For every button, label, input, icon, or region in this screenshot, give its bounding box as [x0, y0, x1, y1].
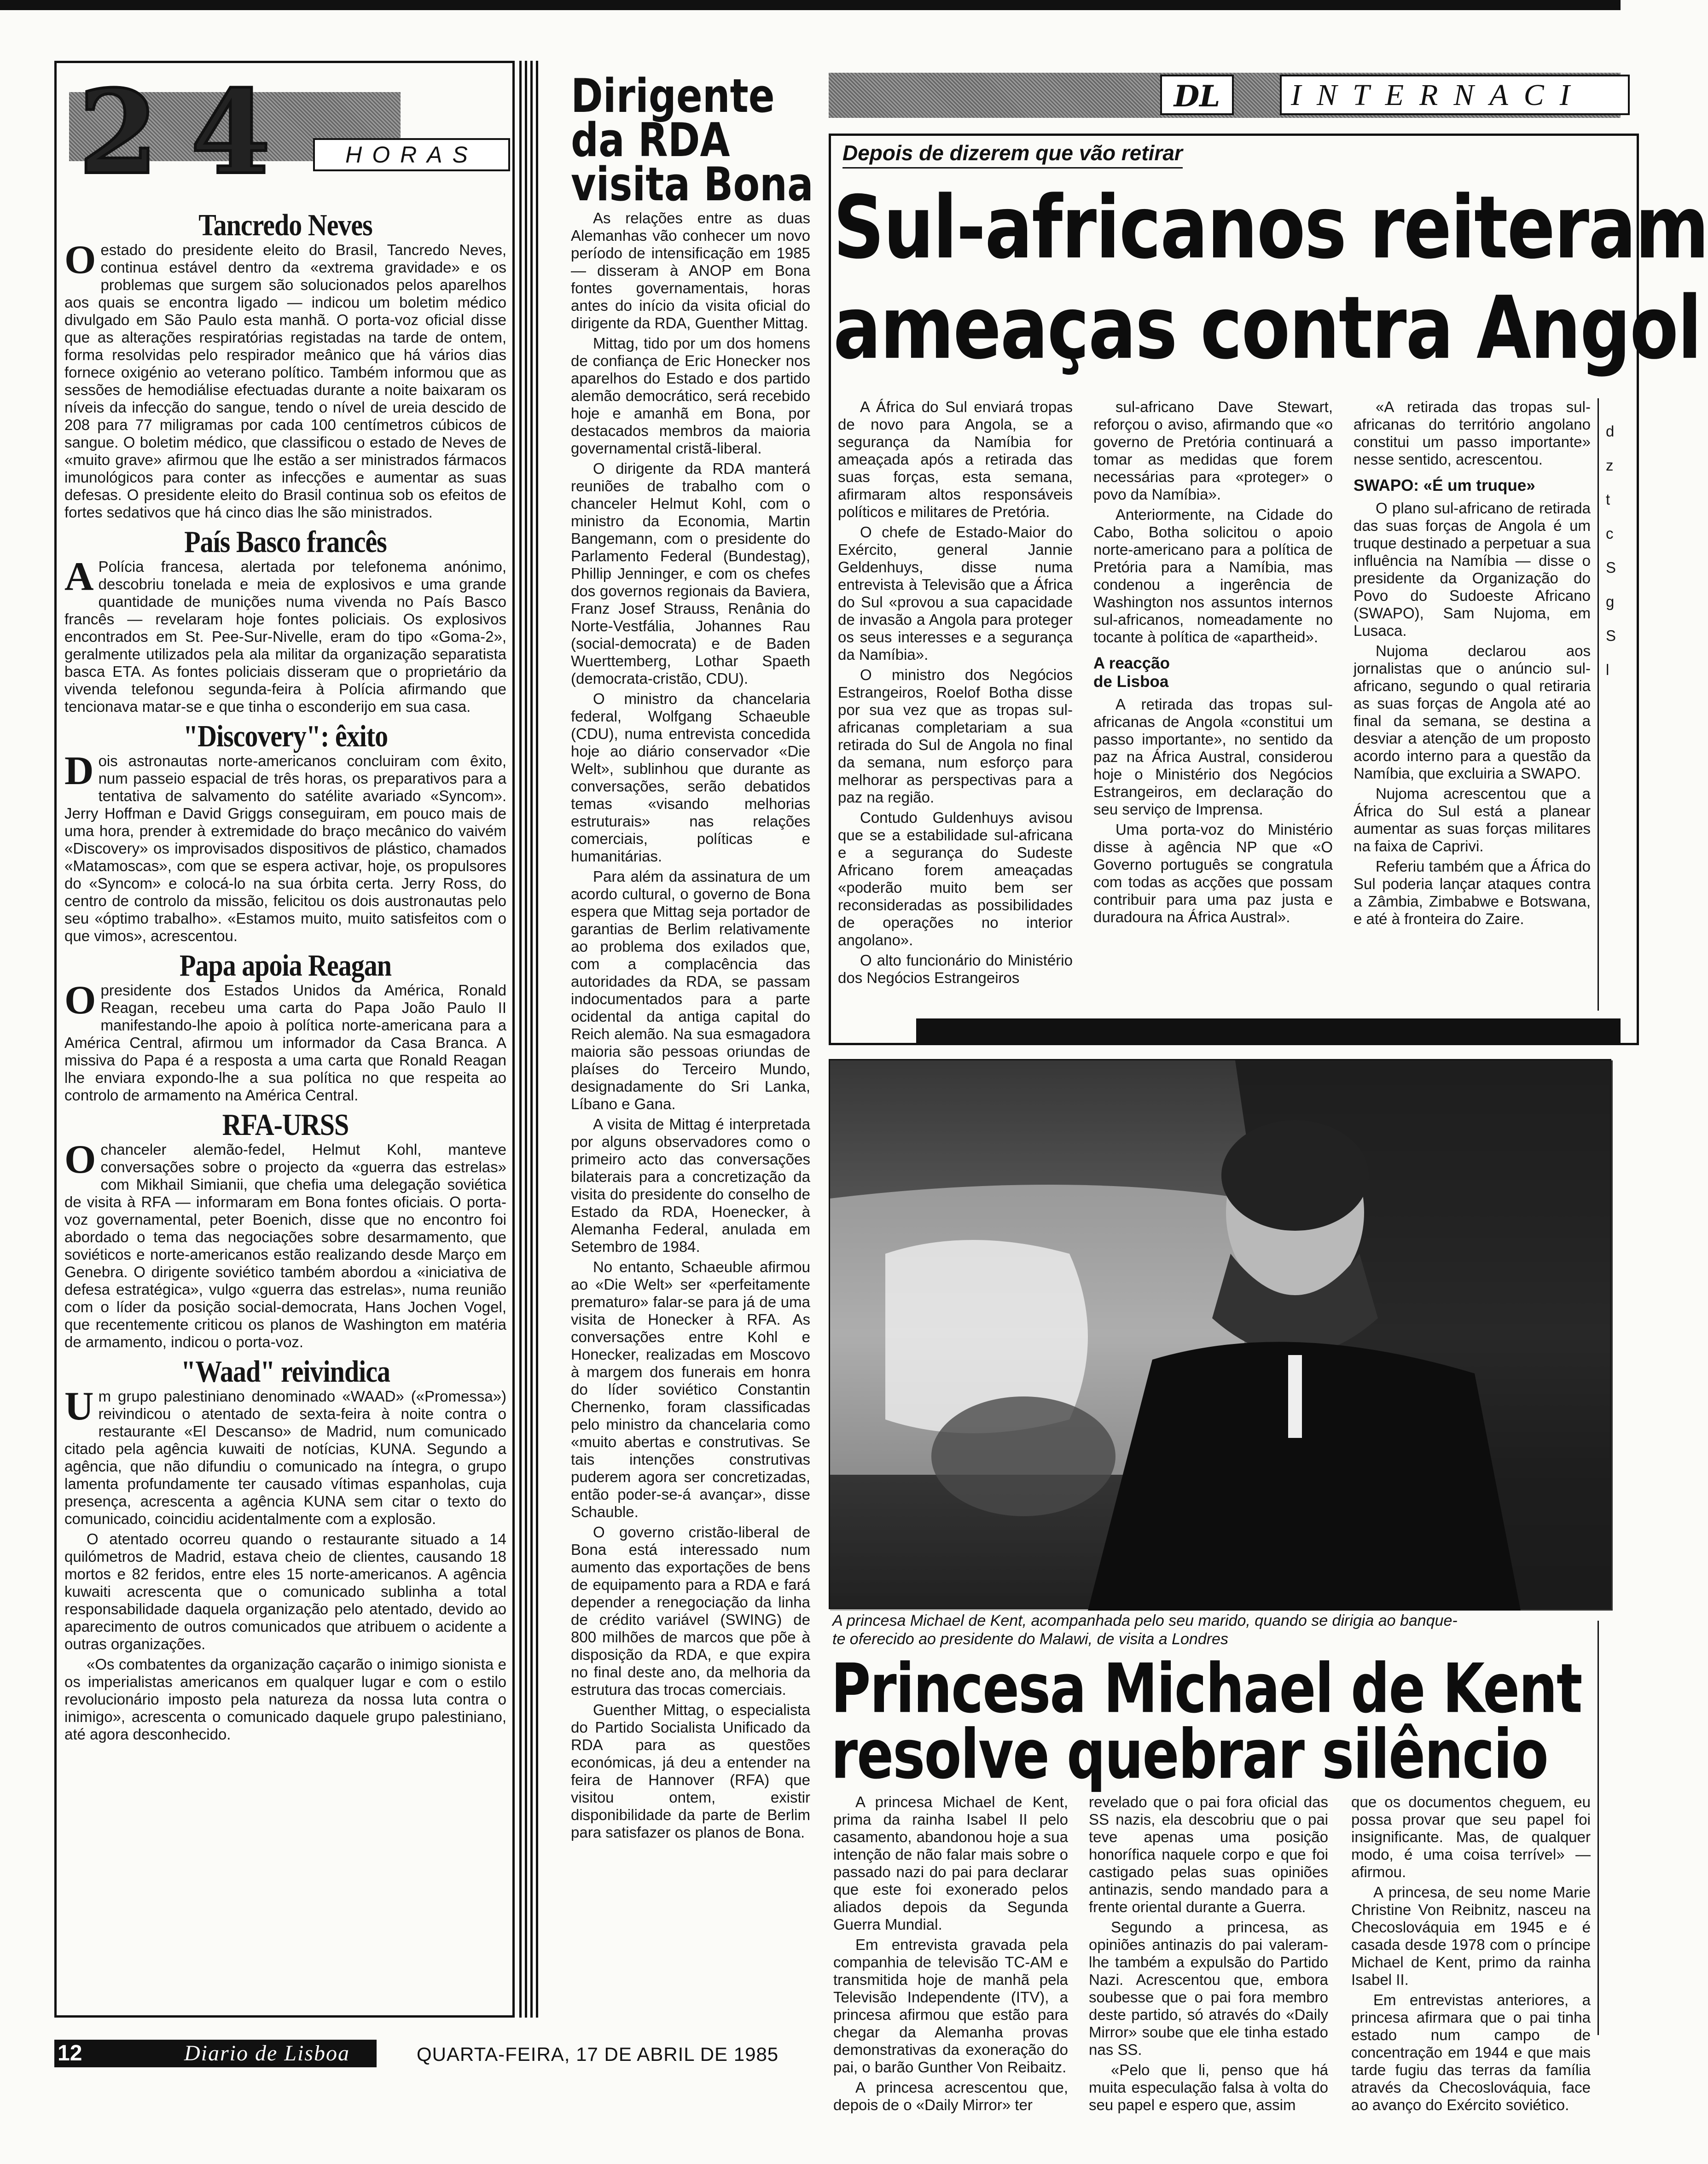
- angola-headline-line1: Sul-africanos reiteram: [833, 177, 1708, 279]
- angola-subhead-lisboa: [1093, 654, 1333, 691]
- angola-paragraph: A retirada das tropas sul-africanas de Angola «constitui um passo importante», no sentido da paz na África Austral, considerou hoje o Ministério dos Negócios Estrangeiros, em declaração do seu serviço de Imprensa.: [1093, 696, 1333, 818]
- rda-paragraph: No entanto, Schaeuble afirmou ao «Die Welt» ser «perfeitamente prematuro» falar-se para já de uma visita de Honecker à RFA. As conversações entre Kohl e Honecker, realizadas em Moscovo à margem dos funerais em honra do líder soviético Constantin Chernenko, foram classificadas pelo ministro da chancelaria como «muito abertas e construtivas. Se tais intenções construtivas puderem agora ser concretizadas, então poder-se-á avançar», disse Schauble.: [571, 1258, 810, 1520]
- kent-paragraph: Em entrevista gravada pela companhia de televisão TC-AM e transmitida hoje de manhã pela Televisão Independente (ITV), a princesa afirmou que estão para chegar da Alemanha provas demonstrativas da exoneração do pai, o barão Gunther Von Reibaitz.: [833, 1936, 1068, 2076]
- brief-paragraph: chanceler alemão-fedel, Helmut Kohl, manteve conversações sobre o projecto da «guerra das estrelas» com Mikhail Simianii, que chefia uma delegação soviética de visita à RFA — informaram em Bona fontes oficiais. O porta-voz governamental, peter Boenich, disse que no encontro foi abordado o tema das negociações sobre desarmamento, que soviéticos e norte-americanos estão realizando desde Março em Genebra. O dirigente soviético também abordou a «iniciativa de defesa estratégica», vulgo «guerra das estrelas», numa reunião com o líder da posição social-democrata, Hans Jochen Vogel, que recentemente criticou os planos de Washington em matéria de armamento, indicou o porta-voz.: [64, 1141, 506, 1350]
- caption-line: te oferecido ao presidente do Malawi, de visita a Londres: [832, 1630, 1228, 1648]
- section-logo: DL: [1160, 75, 1234, 115]
- subhead-line: A reacção: [1093, 654, 1170, 672]
- angola-subhead-swapo: SWAPO: «É um truque»: [1354, 477, 1535, 494]
- angola-paragraph: «A retirada das tropas sul-africanas do território angolano constitui um passo importante» nesse sentido, acrescentou.: [1354, 398, 1591, 468]
- rda-paragraph: O dirigente da RDA manterá reuniões de trabalho com o chanceler Helmut Kohl, com o ministro da Economia, Martin Bangemann, com o presidente do Parlamento Federal (Bundestag), Phillip Jenninger, e com os chefes dos governos regionais da Baviera, Franz Josef Strauss, Renânia do Norte-Vestfália, Johannes Rau (social-democrata) e de Baden Wuerttemberg, Lothar Spaeth (democrata-cristão, CDU).: [571, 460, 810, 687]
- kent-photo-caption: [832, 1611, 1606, 1648]
- dropcap: O: [64, 238, 96, 282]
- brief-headline: Papa apoia Reagan: [180, 948, 391, 983]
- angola-col-3: [1354, 398, 1591, 1015]
- rda-paragraph: Mittag, tido por um dos homens de confiança de Eric Honecker nos aparelhos do Estado e dos partido alemão democrático, será recebido hoje e amanhã em Bona, por destacados membros da maioria governamental cristã-liberal.: [571, 335, 810, 457]
- angola-paragraph: O ministro dos Negócios Estrangeiros, Roelof Botha disse por sua vez que as tropas sul-africanas completariam a sua retirada do Sul de Angola no final da semana, num esforço para melhorar as perspectivas para a paz na região.: [838, 666, 1073, 806]
- angola-paragraph: Nujoma declarou aos jornalistas que o anúncio sul-africano, segundo o qual retiraria as suas forças de Angola até ao final da semana, se destina a desviar a atenção de um proposto acordo interno para a questão da Namíbia, que excluiria a SWAPO.: [1354, 642, 1591, 782]
- angola-col-2: [1093, 398, 1333, 1015]
- kent-paragraph: «Pelo que li, penso que há muita especulação falsa à volta do seu papel e espero que, assim: [1089, 2061, 1328, 2113]
- rda-headline-line: visita Bona: [571, 157, 813, 211]
- brief-headline: RFA-URSS: [222, 1107, 349, 1142]
- kent-col-2: [1089, 1793, 1328, 2113]
- brief-headline: Tancredo Neves: [198, 208, 372, 242]
- rda-paragraph: A visita de Mittag é interpretada por alguns observadores como o primeiro acto das conversações bilaterais para a concretização da visita do presidente do conselho de Estado da RDA, Hoenecker, à Alemanha Federal, anulada em Setembro de 1984.: [571, 1116, 810, 1255]
- brief-paragraph: m grupo palestiniano denominado «WAAD» («Promessa») reivindicou o atentado de sexta-feira à noite contra o restaurante «El Descanso» de Madrid, num comunicado citado pela agência kuwaiti de notícias, KUNA. Segundo a agência, que não difundiu o comunicado na íntegra, o grupo lamenta profundamente ter causado vítimas espanholas, cuja presença, acrescenta a agência KUNA sem citar o texto do comunicado, coincidiu acidentalmente com a explosão.: [64, 1388, 506, 1527]
- rda-paragraph: Para além da assinatura de um acordo cultural, o governo de Bona espera que Mittag seja portador de garantias de Berlim relativamente ao problema dos exilados que, com a complacência das autoridades da RDA, se passam indocumentados para a parte ocidental da antiga capital do Reich alemão. Na sua esmagadora maioria são pessoas oriundas de plaíses do Terceiro Mundo, designadamente do Sri Lanka, Líbano e Gana.: [571, 868, 810, 1112]
- box-label: HORAS: [313, 138, 510, 171]
- kent-col-3: [1351, 1793, 1591, 2113]
- brief-paragraph: ois astronautas norte-americanos concluiram com êxito, num passeio espacial de três horas, os preparativos para a tentativa de salvamento do satélite avariado «Syncom». Jerry Hoffman e David Griggs conseguiram, em pouco mais de uma hora, prender à extremidade do braço mecânico do vaivém «Discovery» os improvisados dispositivos de plástico, chamados «Matamoscas», com que se espera activar, hoje, os propulsores do «Syncom» e colocá-lo na sua órbita certa. Jerry Ross, do centro de controlo da missão, felicitou os dois austronautas pelo seu «óptimo trabalho». «Estamos muito, muito satisfeitos com o que vimos», acrescentou.: [64, 752, 506, 944]
- kent-headline-line1: Princesa Michael de Kent: [831, 1648, 1582, 1728]
- brief-headline: "Discovery": êxito: [183, 719, 388, 753]
- dropcap: O: [64, 1137, 96, 1182]
- kent-paragraph: A princesa, de seu nome Marie Christine Von Reibnitz, nasceu na Checoslováquia em 1945 e é casada desde 1978 com o príncipe Michael de Kent, primo da rainha Isabel II.: [1351, 1884, 1591, 1988]
- caption-line: A princesa Michael de Kent, acompanhada pelo seu marido, quando se dirigia ao banque-: [832, 1612, 1458, 1629]
- brief-discovery: [64, 719, 506, 945]
- rda-article: [571, 209, 810, 2033]
- brief-paragraph: «Os combatentes da organização caçarão o inimigo sionista e os imperialistas americanos em qualquer lugar e com o estilo revolucionário imposto pela natureza da nossa luta contra o inimigo», acrescenta o comunicado daquele grupo palestiniano, até agora desconhecido.: [64, 1656, 506, 1743]
- twenty-four-hours-logo: [69, 64, 511, 200]
- kent-paragraph: Em entrevistas anteriores, a princesa afirmara que o pai tinha estado num campo de concentração em 1944 e que mais tarde fugiu das terras da família através da Checoslováquia, face ao avanço do Exército soviético.: [1351, 1991, 1591, 2113]
- brief-paragraph: O atentado ocorreu quando o restaurante situado a 14 quilómetros de Madrid, estava cheio de clientes, causando 18 mortos e 82 feridos, entre eles 15 norte-americanos. A agência kuwaiti acrescenta que o comunicado sublinha a total responsabilidade daquela organização pelo atentado, devido ao aparecimento de outros comunicados que atribuem o acidente a outras organizações.: [64, 1530, 506, 1652]
- top-rule: [0, 0, 1621, 10]
- kent-paragraph: que os documentos cheguem, eu possa provar que seu papel foi insignificante. Mas, de qualquer modo, é uma coisa terrível» — afirmou.: [1351, 1793, 1591, 1880]
- angola-paragraph: Nujoma acrescentou que a África do Sul está a planear aumentar as suas forças militares na faixa de Caprivi.: [1354, 785, 1591, 855]
- angola-paragraph: sul-africano Dave Stewart, reforçou o aviso, afirmando que «o governo de Pretória continuará a tomar as medidas que forem necessárias para «proteger» o povo da Namíbia».: [1093, 398, 1333, 503]
- rda-paragraph: Guenther Mittag, o especialista do Partido Socialista Unificado da RDA para as questões económicas, já deu a entender na feira de Hannover (RFA) que visitou ontem, existir disponibilidade da parte de Berlim para satisfazer os planos de Bona.: [571, 1701, 810, 1841]
- brief-paragraph: estado do presidente eleito do Brasil, Tancredo Neves, continua estável dentro da «extrema gravidade» e os problemas que surgem são solucionados pelos aparelhos aos quais se encontra ligado — indicou um boletim médico divulgado em São Paulo esta manhã. O porta-voz oficial disse que as alterações respiratórias registadas na tarde de ontem, forma resolvidas pelo respirador meânico que há vários dias fornece oxigénio ao veterano político. Também informou que as sessões de hemodiálise efectuadas durante a noite baixaram os níveis da infecção do sangue, tendo o nível de ureia descido de 208 para 77 miligramas por cada 100 centímetros cúbicos de sangue. O boletim médico, que classificou o estado de Neves de «muito grave» afirmou que lhe estão a ser ministrados fármacos imunológicos para conter as infecções e aumentar as suas defesas. O presidente eleito do Brasil continua sob os efeitos de fortes sedativos que há cinco dias lhe são ministrados.: [64, 241, 506, 521]
- brief-waad: [64, 1354, 506, 1743]
- dropcap: D: [64, 749, 94, 793]
- brief-paragraph: Polícia francesa, alertada por telefonema anónimo, descobriu tonelada e meia de explosivos e uma grande quantidade de munições numa vivenda no País Basco francês — revelaram hoje fontes policiais. Os explosivos encontrados em St. Pee-Sur-Nivelle, eram do tipo «Goma-2», geralmente utilizados pela ala militar da organização separatista basca ETA. As fontes policiais disseram que o proprietário da vivenda telefonou segunda-feira à Polícia afirmando que tencionava matar-se e que tinha o esconderijo em sua casa.: [64, 558, 506, 715]
- dropcap: A: [64, 554, 94, 599]
- page-number: 12: [58, 2041, 82, 2065]
- angola-paragraph: O alto funcionário do Ministério dos Negócios Estrangeiros: [838, 952, 1073, 986]
- kent-paragraph: A princesa acrescentou que, depois de o «Daily Mirror» ter: [833, 2079, 1068, 2113]
- brief-tancredo: [64, 208, 506, 521]
- edge-column-letters: d z t c S g S l: [1606, 423, 1616, 678]
- briefs-box-side-rules: [519, 61, 540, 2018]
- rda-headline-line: Dirigente: [571, 69, 775, 123]
- footer-date: QUARTA-FEIRA, 17 DE ABRIL DE 1985: [417, 2043, 779, 2065]
- angola-bottom-bar: [916, 1018, 1621, 1044]
- kent-photo: [829, 1059, 1611, 1609]
- brief-paragraph: presidente dos Estados Unidos da América, Ronald Reagan, recebeu uma carta do Papa João Paulo II manifestando-lhe apoio à política norte-americana para a América Central, afirmou um informador da Casa Branca. A missiva do Papa é a resposta a uma carta que Ronald Reagan lhe enviara expondo-lhe a sua política no que respeita ao controlo de armamento na América Central.: [64, 982, 506, 1104]
- angola-paragraph: Contudo Guldenhuys avisou que se a estabilidade sul-africana e a segurança do Sudeste Africano forem ameaçadas «poderão muito bem ser reconsideradas as possibilidades de operações no interior angolano».: [838, 809, 1073, 948]
- angola-paragraph: Anteriormente, na Cidade do Cabo, Botha solicitou o apoio norte-americano para a política de Pretória para a Namíbia, mas condenou a ingerência de Washington nos assuntos internos sul-africanos, nomeadamente no tocante à política de «apartheid».: [1093, 506, 1333, 646]
- rda-paragraph: O governo cristão-liberal de Bona está interessado num aumento das exportações de bens de equipamento para a RDA e fará depender a renegociação da linha de crédito variável (SWING) de 800 milhões de marcos que põe à disposição da RDA, e que expira no final deste ano, da melhoria da estrutura das trocas comerciais.: [571, 1524, 810, 1698]
- dropcap: O: [64, 978, 96, 1023]
- section-label: INTERNACI: [1280, 75, 1630, 115]
- rda-paragraph: O ministro da chancelaria federal, Wolfgang Schaeuble (CDU), numa entrevista concedida hoje ao diário conservador «Die Welt», sublinhou que durante as conversações, serão debatidos temas «visando melhorias estruturais» nas relações comerciais, políticas e humanitárias.: [571, 690, 810, 865]
- kent-col-1: [833, 1793, 1068, 2113]
- angola-col-1: [838, 398, 1073, 1015]
- briefs-column: [64, 208, 506, 2012]
- brief-pais-basco: [64, 524, 506, 716]
- brief-papa: [64, 948, 506, 1104]
- angola-paragraph: O plano sul-africano de retirada das suas forças de Angola é um truque destinado a perpetuar a sua influência na Namíbia — disse o presidente da Organização do Povo do Sudoeste Africano (SWAPO), Sam Nujoma, em Lusaca.: [1354, 500, 1591, 639]
- box-number: 24: [78, 64, 303, 200]
- angola-paragraph: O chefe de Estado-Maior do Exército, general Jannie Geldenhuys, disse numa entrevista à Televisão que a África do Sul «provou a sua capacidade de invasão a Angola para proteger os seus interesses e a segurança da Namíbia».: [838, 524, 1073, 663]
- rda-headline: [571, 69, 829, 211]
- kent-headline-line2: resolve quebrar silêncio: [831, 1714, 1548, 1794]
- dropcap: U: [64, 1384, 94, 1429]
- kent-paragraph: Segundo a princesa, as opiniões antinazis do pai valeram-lhe também a expulsão do Partido Nazi. Acrescentou que, embora soubesse que o pai fora membro deste partido, só através do «Daily Mirror» soube que ele tinha estado nas SS.: [1089, 1919, 1328, 2058]
- subhead-line: de Lisboa: [1093, 673, 1169, 691]
- brief-headline: "Waad" reivindica: [181, 1354, 390, 1389]
- angola-headline-line2: ameaças contra Angol: [833, 278, 1701, 379]
- kent-paragraph: revelado que o pai fora oficial das SS nazis, ela descobriu que o pai teve apenas uma posição honorífica naquele corpo e que foi castigado pelas suas opiniões antinazis, sendo mandado para a frente oriental durante a Guerra.: [1089, 1793, 1328, 1915]
- kent-column-rule: [1598, 1621, 1599, 2035]
- angola-paragraph: A África do Sul enviará tropas de novo para Angola, se a segurança da Namíbia for ameaçada após a retirada das suas forças, esta semana, afirmaram altos responsáveis políticos e militares de Pretória.: [838, 398, 1073, 520]
- angola-column-rule: [1598, 398, 1599, 1011]
- brief-headline: País Basco francês: [184, 524, 387, 559]
- paper-name: Diario de Lisboa: [184, 2041, 350, 2065]
- rda-paragraph: As relações entre as duas Alemanhas vão conhecer um novo período de intensificação em 1985 — disseram à ANOP em Bona fontes governamentais, horas antes do início da visita oficial do dirigente da RDA, Guenther Mittag.: [571, 209, 810, 332]
- photo-shapes: [830, 1060, 1613, 1611]
- angola-paragraph: Referiu também que a África do Sul poderia lançar ataques contra a Zâmbia, Zimbabwe e Botswana, e até à fronteira do Zaire.: [1354, 858, 1591, 927]
- brief-rfa-urss: [64, 1107, 506, 1351]
- angola-kicker: Depois de dizerem que vão retirar: [842, 140, 1183, 169]
- kent-paragraph: A princesa Michael de Kent, prima da rainha Isabel II pelo casamento, abandonou hoje a sua intenção de não falar mais sobre o passado nazi do pai para declarar que este foi exonerado pelos aliados depois da Segunda Guerra Mundial.: [833, 1793, 1068, 1933]
- angola-paragraph: Uma porta-voz do Ministério disse à agência NP que «O Governo português se congratula com todas as acções que possam contribuir para uma paz justa e duradoura na África Austral».: [1093, 821, 1333, 925]
- rda-headline-line: da RDA: [571, 113, 730, 167]
